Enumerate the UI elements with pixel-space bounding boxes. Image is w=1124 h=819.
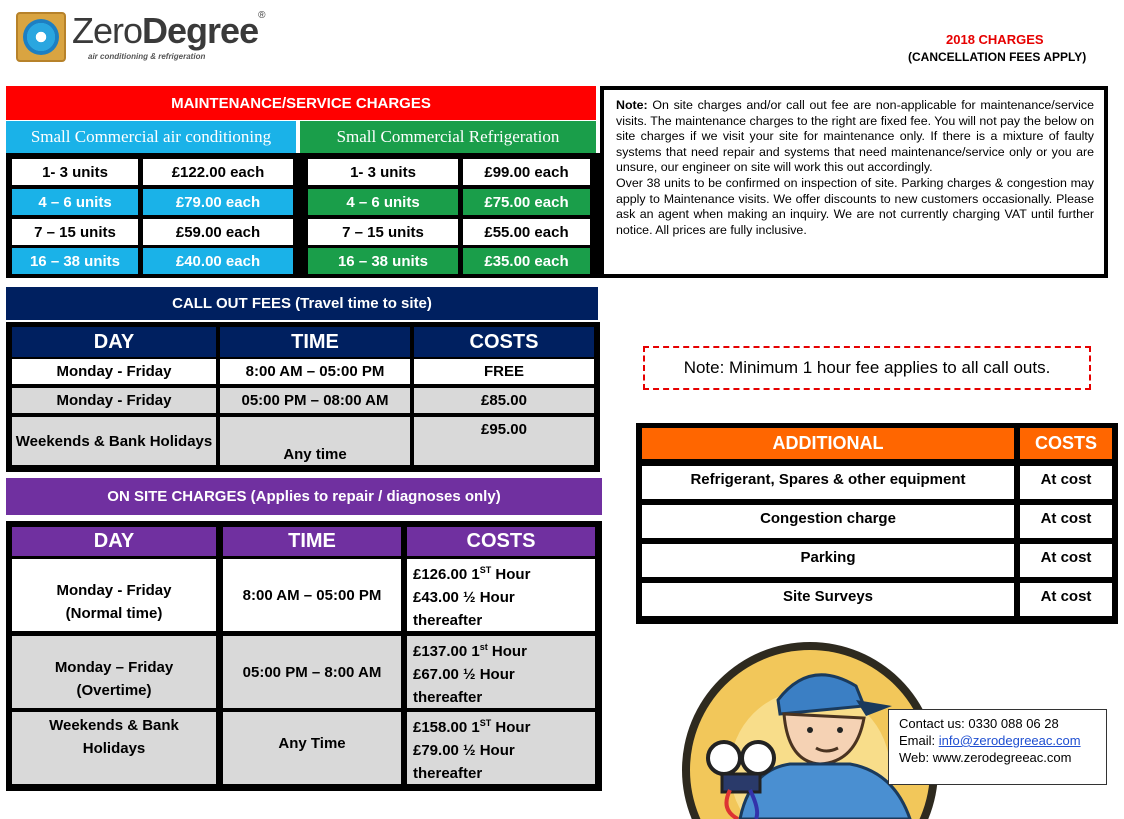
callout-col-time: TIME bbox=[220, 327, 410, 357]
onsite-cost-1-half: £43.00 ½ Hour bbox=[413, 588, 515, 606]
minimum-fee-note: Note: Minimum 1 hour fee applies to all call outs. bbox=[643, 346, 1091, 390]
refrigeration-subheader: Small Commercial Refrigeration bbox=[300, 121, 596, 153]
callout-header: CALL OUT FEES (Travel time to site) bbox=[6, 287, 598, 320]
onsite-cost-3 bbox=[407, 712, 595, 784]
snowflake-logo-icon bbox=[16, 12, 66, 62]
note-label: Note: bbox=[616, 98, 648, 112]
additional-item-2: Congestion charge bbox=[642, 505, 1014, 538]
ref-units-4: 16 – 38 units bbox=[308, 248, 458, 274]
onsite-day-2 bbox=[12, 636, 216, 708]
callout-cost-1: FREE bbox=[414, 359, 594, 384]
onsite-day-2-line1: Monday – Friday bbox=[54, 659, 174, 676]
ac-price-2: £79.00 each bbox=[143, 189, 293, 215]
callout-day-2: Monday - Friday bbox=[12, 388, 216, 413]
maintenance-note bbox=[600, 86, 1108, 278]
additional-table bbox=[636, 423, 1118, 624]
callout-time-1: 8:00 AM – 05:00 PM bbox=[220, 359, 410, 384]
additional-item-3: Parking bbox=[642, 544, 1014, 577]
contact-email-line: Email: info@zerodegreeac.com bbox=[899, 733, 1081, 748]
onsite-cost-1-after: thereafter bbox=[413, 611, 483, 629]
maintenance-header: MAINTENANCE/SERVICE CHARGES bbox=[6, 86, 596, 120]
callout-cost-3: £95.00 bbox=[414, 417, 594, 465]
onsite-cost-1-first: £126.00 1ST Hour bbox=[413, 564, 531, 583]
callout-col-day: DAY bbox=[12, 327, 216, 357]
ref-units-2: 4 – 6 units bbox=[308, 189, 458, 215]
onsite-col-day: DAY bbox=[12, 527, 216, 556]
onsite-cost-2-half: £67.00 ½ Hour bbox=[413, 665, 515, 683]
onsite-day-1-line1: Monday - Friday bbox=[56, 582, 172, 599]
onsite-day-3 bbox=[12, 712, 216, 784]
onsite-cost-2-first: £137.00 1st Hour bbox=[413, 641, 527, 660]
maintenance-table bbox=[6, 153, 600, 278]
note-text: On site charges and/or call out fee are non-applicable for maintenance/service visits. The maintenance charges to the right are fixed fee. You will not pay the below on site charges if we visit your site for maintenance only. If there is a mixture of faulty systems that need repair and systems that need maintenance/service only or you are unsure, our engineer on site will work this out accordingly. bbox=[616, 98, 1094, 175]
additional-col-item: ADDITIONAL bbox=[642, 428, 1014, 459]
ref-units-1: 1- 3 units bbox=[308, 159, 458, 185]
callout-cost-2: £85.00 bbox=[414, 388, 594, 413]
additional-cost-4: At cost bbox=[1020, 583, 1112, 616]
page-title: 2018 CHARGES bbox=[946, 32, 1044, 47]
ac-units-3: 7 – 15 units bbox=[12, 219, 138, 245]
ref-price-3: £55.00 each bbox=[463, 219, 590, 245]
ac-price-4: £40.00 each bbox=[143, 248, 293, 274]
callout-time-3: Any time bbox=[220, 417, 410, 465]
additional-item-1: Refrigerant, Spares & other equipment bbox=[642, 466, 1014, 499]
onsite-day-3-line2: Holidays bbox=[82, 740, 146, 757]
onsite-day-3-line1: Weekends & Bank bbox=[49, 717, 179, 734]
callout-time-2: 05:00 PM – 08:00 AM bbox=[220, 388, 410, 413]
onsite-time-1: 8:00 AM – 05:00 PM bbox=[223, 559, 401, 631]
ref-price-1: £99.00 each bbox=[463, 159, 590, 185]
onsite-cost-3-first: £158.00 1ST Hour bbox=[413, 717, 531, 736]
ac-price-1: £122.00 each bbox=[143, 159, 293, 185]
additional-col-costs: COSTS bbox=[1020, 428, 1112, 459]
onsite-day-1-line2: (Normal time) bbox=[65, 605, 163, 622]
additional-item-4: Site Surveys bbox=[642, 583, 1014, 616]
onsite-cost-2 bbox=[407, 636, 595, 708]
contact-phone: Contact us: 0330 088 06 28 bbox=[899, 716, 1059, 731]
onsite-col-costs: COSTS bbox=[407, 527, 595, 556]
company-logo bbox=[16, 12, 296, 68]
onsite-header: ON SITE CHARGES (Applies to repair / diagnoses only) bbox=[6, 478, 602, 515]
onsite-cost-3-after: thereafter bbox=[413, 764, 483, 782]
ac-subheader: Small Commercial air conditioning bbox=[6, 121, 296, 153]
brand-tagline: air conditioning & refrigeration bbox=[88, 52, 206, 61]
note-text-2: Over 38 units to be confirmed on inspection of site. Parking charges & congestion may apply to Maintenance visits. We offer discounts to new customers occasionally. Please ask an agent when making an inquiry. We are not currently charging VAT until further notice. All prices are fully inclusive. bbox=[616, 175, 1094, 237]
onsite-cost-1 bbox=[407, 559, 595, 631]
onsite-time-2: 05:00 PM – 8:00 AM bbox=[223, 636, 401, 708]
cancellation-note: (CANCELLATION FEES APPLY) bbox=[908, 50, 1087, 64]
callout-table bbox=[6, 322, 600, 472]
onsite-day-2-line2: (Overtime) bbox=[76, 682, 152, 699]
brand-name: ZeroDegree® bbox=[72, 10, 265, 51]
contact-email-link[interactable]: info@zerodegreeac.com bbox=[938, 733, 1081, 748]
onsite-day-1 bbox=[12, 559, 216, 631]
ac-units-2: 4 – 6 units bbox=[12, 189, 138, 215]
contact-web: Web: www.zerodegreeac.com bbox=[899, 750, 1072, 765]
callout-col-costs: COSTS bbox=[414, 327, 594, 357]
onsite-table bbox=[6, 521, 602, 791]
ac-units-1: 1- 3 units bbox=[12, 159, 138, 185]
callout-day-1: Monday - Friday bbox=[12, 359, 216, 384]
additional-cost-3: At cost bbox=[1020, 544, 1112, 577]
ac-units-4: 16 – 38 units bbox=[12, 248, 138, 274]
ref-price-4: £35.00 each bbox=[463, 248, 590, 274]
additional-cost-1: At cost bbox=[1020, 466, 1112, 499]
callout-day-3: Weekends & Bank Holidays bbox=[12, 417, 216, 465]
onsite-cost-2-after: thereafter bbox=[413, 688, 483, 706]
onsite-col-time: TIME bbox=[223, 527, 401, 556]
onsite-cost-3-half: £79.00 ½ Hour bbox=[413, 741, 515, 759]
ref-units-3: 7 – 15 units bbox=[308, 219, 458, 245]
ac-price-3: £59.00 each bbox=[143, 219, 293, 245]
ref-price-2: £75.00 each bbox=[463, 189, 590, 215]
contact-box bbox=[888, 709, 1107, 785]
onsite-time-3: Any Time bbox=[223, 712, 401, 784]
additional-cost-2: At cost bbox=[1020, 505, 1112, 538]
